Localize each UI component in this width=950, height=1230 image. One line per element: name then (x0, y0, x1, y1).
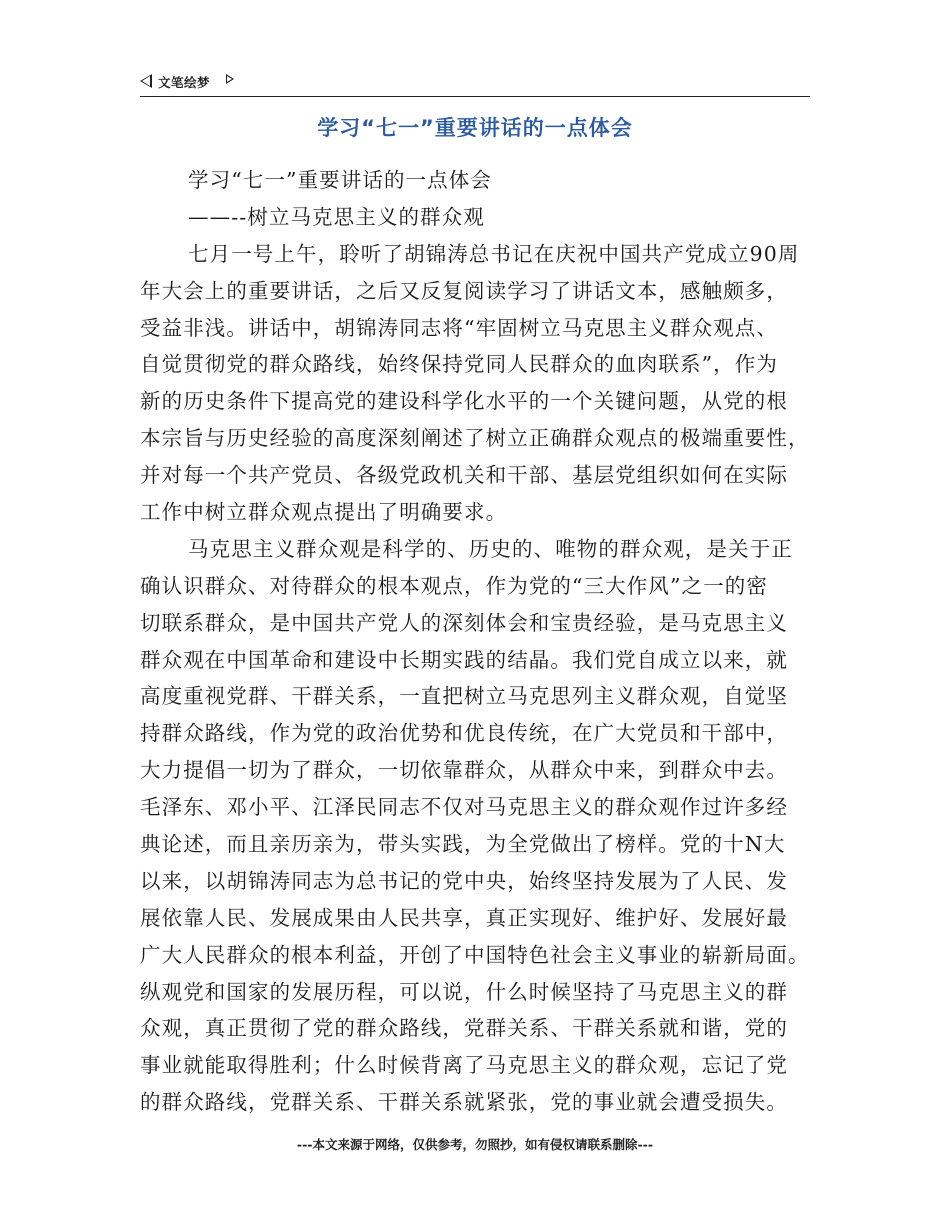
paragraph-line: 持群众路线，作为党的政治优势和优良传统，在广大党员和干部中， (140, 721, 788, 746)
subtitle-line: ——--树立马克思主义的群众观 (188, 204, 485, 229)
paragraph-line: 广大人民群众的根本利益，开创了中国特色社会主义事业的崭新局面。 (140, 942, 810, 967)
right-triangle-icon (226, 74, 234, 84)
paragraph-line: 自觉贯彻党的群众路线，始终保持党同人民群众的血肉联系”，作为 (140, 352, 778, 377)
paragraph-line: 受益非浅。讲话中，胡锦涛同志将“牢固树立马克思主义群众观点、 (140, 315, 778, 340)
left-triangle-icon (140, 74, 152, 88)
paragraph-line: 大力提倡一切为了群众，一切依靠群众，从群众中来，到群众中去。 (140, 758, 788, 783)
subtitle-line: 学习“七一”重要讲话的一点体会 (188, 168, 492, 192)
paragraph-line: 七月一号上午，聆听了胡锦涛总书记在庆祝中国共产党成立90周 (188, 241, 800, 266)
paragraph-line: 确认识群众、对待群众的根本观点，作为党的“三大作风”之一的密 (140, 573, 768, 598)
paragraph-line: 的群众路线，党群关系、干群关系就紧张，党的事业就会遭受损失。 (140, 1090, 788, 1115)
paragraph-line: 并对每一个共产党员、各级党政机关和干部、基层党组织如何在实际 (140, 463, 788, 488)
paragraph-line: 新的历史条件下提高党的建设科学化水平的一个关键问题，从党的根 (140, 389, 788, 414)
paragraph-line: 工作中树立群众观点提出了明确要求。 (140, 500, 508, 525)
document-title: 学习“七一”重要讲话的一点体会 (317, 116, 633, 140)
header-brand: 文笔绘梦 (158, 75, 211, 90)
paragraph-line: 毛泽东、邓小平、江泽民同志不仅对马克思主义的群众观作过许多经 (140, 795, 788, 820)
paragraph-line: 事业就能取得胜利；什么时候背离了马克思主义的群众观，忘记了党 (140, 1053, 788, 1078)
page-header (140, 72, 810, 97)
paragraph-line: 典论述，而且亲历亲为，带头实践，为全党做出了榜样。党的十N大 (140, 832, 786, 857)
paragraph-line: 纵观党和国家的发展历程，可以说，什么时候坚持了马克思主义的群 (140, 979, 788, 1004)
paragraph-line: 众观，真正贯彻了党的群众路线，党群关系、干群关系就和谐，党的 (140, 1016, 788, 1041)
paragraph-line: 马克思主义群众观是科学的、历史的、唯物的群众观，是关于正 (188, 536, 793, 561)
document-body (140, 162, 812, 1121)
paragraph-line: 切联系群众，是中国共产党人的深刻体会和宝贵经验，是马克思主义 (140, 610, 788, 635)
paragraph-line: 展依靠人民、发展成果由人民共享，真正实现好、维护好、发展好最 (140, 905, 788, 930)
paragraph-line: 群众观在中国革命和建设中长期实践的结晶。我们党自成立以来，就 (140, 647, 788, 672)
footer-notice: ---本文来源于网络，仅供参考，勿照抄，如有侵权请联系删除--- (296, 1137, 654, 1152)
paragraph-line: 高度重视党群、干群关系，一直把树立马克思列主义群众观，自觉坚 (140, 684, 788, 709)
paragraph-line: 年大会上的重要讲话，之后又反复阅读学习了讲话文本，感触颇多， (140, 278, 788, 303)
paragraph-line: 本宗旨与历史经验的高度深刻阐述了树立正确群众观点的极端重要性， (140, 426, 810, 451)
paragraph-line: 以来，以胡锦涛同志为总书记的党中央，始终坚持发展为了人民、发 (140, 868, 788, 893)
